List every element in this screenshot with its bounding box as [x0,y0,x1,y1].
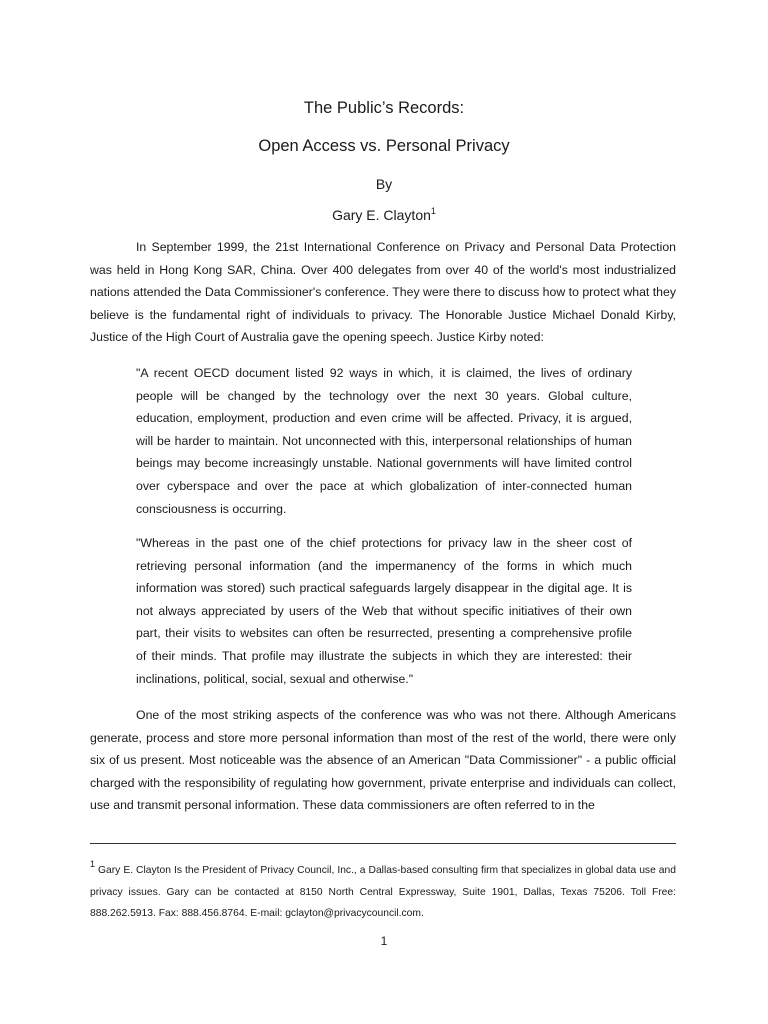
author-name [0,206,768,224]
byline-label: By [375,176,393,192]
footnote-reference: 1 [430,206,436,216]
author-name-text: Gary E. Clayton [332,207,431,223]
block-quote-1: "A recent OECD document listed 92 ways in which, it is claimed, the lives of ordinary people will be changed by the technology over the next 30 years. Global culture, education, employment, production and even crime will be affected. Privacy, it is argued, will be harder to maintain. Not unconnected with this, interpersonal relationships of human beings may become increasingly unstable. National governments will have limited control over cyberspace and over the pace at which globalization of inter-connected human consciousness is occurring. [136,366,632,516]
title-line-1: The Public’s Records: [303,99,465,117]
footnote-marker: 1 [90,859,96,869]
paragraph-intro: In September 1999, the 21st International Conference on Privacy and Personal Data Protection was held in Hong Kong SAR, China. Over 400 delegates from over 40 of the world's most industrialized nations attended the Data Commissioner's conference. They were there to discuss how to protect what they believe is the fundamental right of individuals to privacy. The Honorable Justice Michael Donald Kirby, Justice of the High Court of Australia gave the opening speech. Justice Kirby noted: [90,240,676,345]
paragraph-conference: One of the most striking aspects of the conference was who was not there. Although Americans generate, process and store more personal information than most of the rest of the world, there were only six of us present. Most noticeable was the absence of an American "Data Commissioner" - a public official charged with the responsibility of regulating how government, private enterprise and individuals can collect, use and transmit personal information. These data commissioners are often referred to in the [90,708,676,813]
footnote-separator [90,843,676,844]
footnote-text: Gary E. Clayton Is the President of Privacy Council, Inc., a Dallas-based consulting firm that specializes in global data use and privacy issues. Gary can be contacted at 8150 North Central Expressway, Suite 1901, Dallas, Texas 75206. Toll Free: 888.262.5913. Fax: 888.456.8764. E-mail: gclayton@privacycouncil.com. [90,865,676,919]
block-quote-2: "Whereas in the past one of the chief protections for privacy law in the sheer cost of retrieving personal information (and the impermanency of the forms in which much information was stored) such practical safeguards largely disappear in the digital age. It is not always appreciated by users of the Web that without specific initiatives of their own part, their visits to websites can often be resurrected, presenting a comprehensive profile of their minds. That profile may illustrate the subjects in which they are interested: their inclinations, political, social, sexual and otherwise." [136,536,632,686]
title-line-2: Open Access vs. Personal Privacy [258,137,510,155]
page-number: 1 [380,934,388,948]
footnote [90,860,676,925]
